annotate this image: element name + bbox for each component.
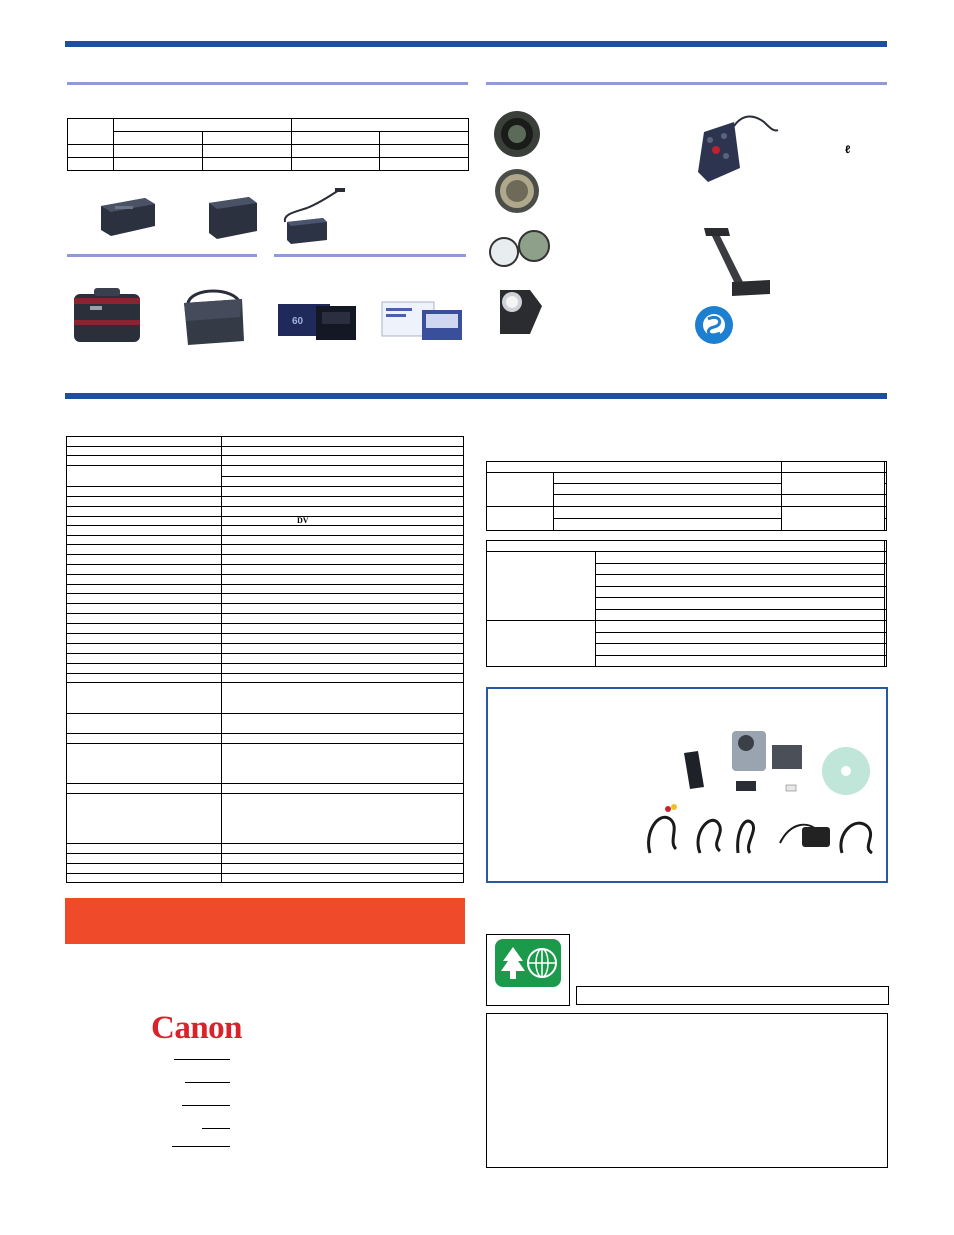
- dv-logo-mark: DV: [297, 516, 309, 525]
- eco-caption-box: [576, 986, 889, 1005]
- video-light-image: [490, 284, 546, 340]
- wide-converter-lens-image: [492, 109, 542, 159]
- specifications-table: [66, 436, 464, 884]
- compatibility-table-b: [486, 540, 887, 667]
- specs-section-bar: [65, 393, 887, 399]
- canon-logo: Canon: [151, 1010, 243, 1046]
- remote-controller-image: [694, 108, 780, 186]
- battery-pack-small-image: [95, 196, 157, 238]
- filter-set-image: [486, 228, 556, 268]
- notes-box: [486, 1013, 888, 1168]
- tree-globe-icon: [495, 939, 561, 987]
- genuine-accessories-seal-icon: [694, 305, 734, 345]
- notice-banner: [65, 898, 465, 944]
- bags-section-rule: [67, 254, 257, 257]
- minidv-tape-image: [278, 300, 360, 344]
- address-line-4: [202, 1128, 230, 1129]
- remote-mark-glyph: ℓ: [845, 144, 851, 156]
- address-line-3: [182, 1105, 230, 1106]
- shoulder-bag-image: [178, 283, 250, 347]
- package-contents-image: [640, 723, 880, 859]
- address-line-5: [172, 1146, 230, 1147]
- compatibility-table-a: [486, 461, 887, 531]
- address-line-1: [174, 1059, 230, 1060]
- battery-table: [67, 118, 469, 171]
- top-section-bar: [65, 41, 887, 47]
- battery-pack-large-image: [205, 195, 260, 241]
- svg-text:60: 60: [292, 316, 304, 327]
- battery-section-rule: [67, 82, 468, 85]
- car-charger-image: [277, 186, 349, 248]
- tele-converter-lens-image: [492, 167, 542, 215]
- video-tape-pack-image: [380, 300, 466, 342]
- accessories-section-rule: [486, 82, 887, 85]
- tapes-section-rule: [274, 254, 466, 257]
- camera-stand-image: [698, 224, 774, 302]
- address-line-2: [185, 1082, 230, 1083]
- soft-case-bag-image: [70, 284, 145, 346]
